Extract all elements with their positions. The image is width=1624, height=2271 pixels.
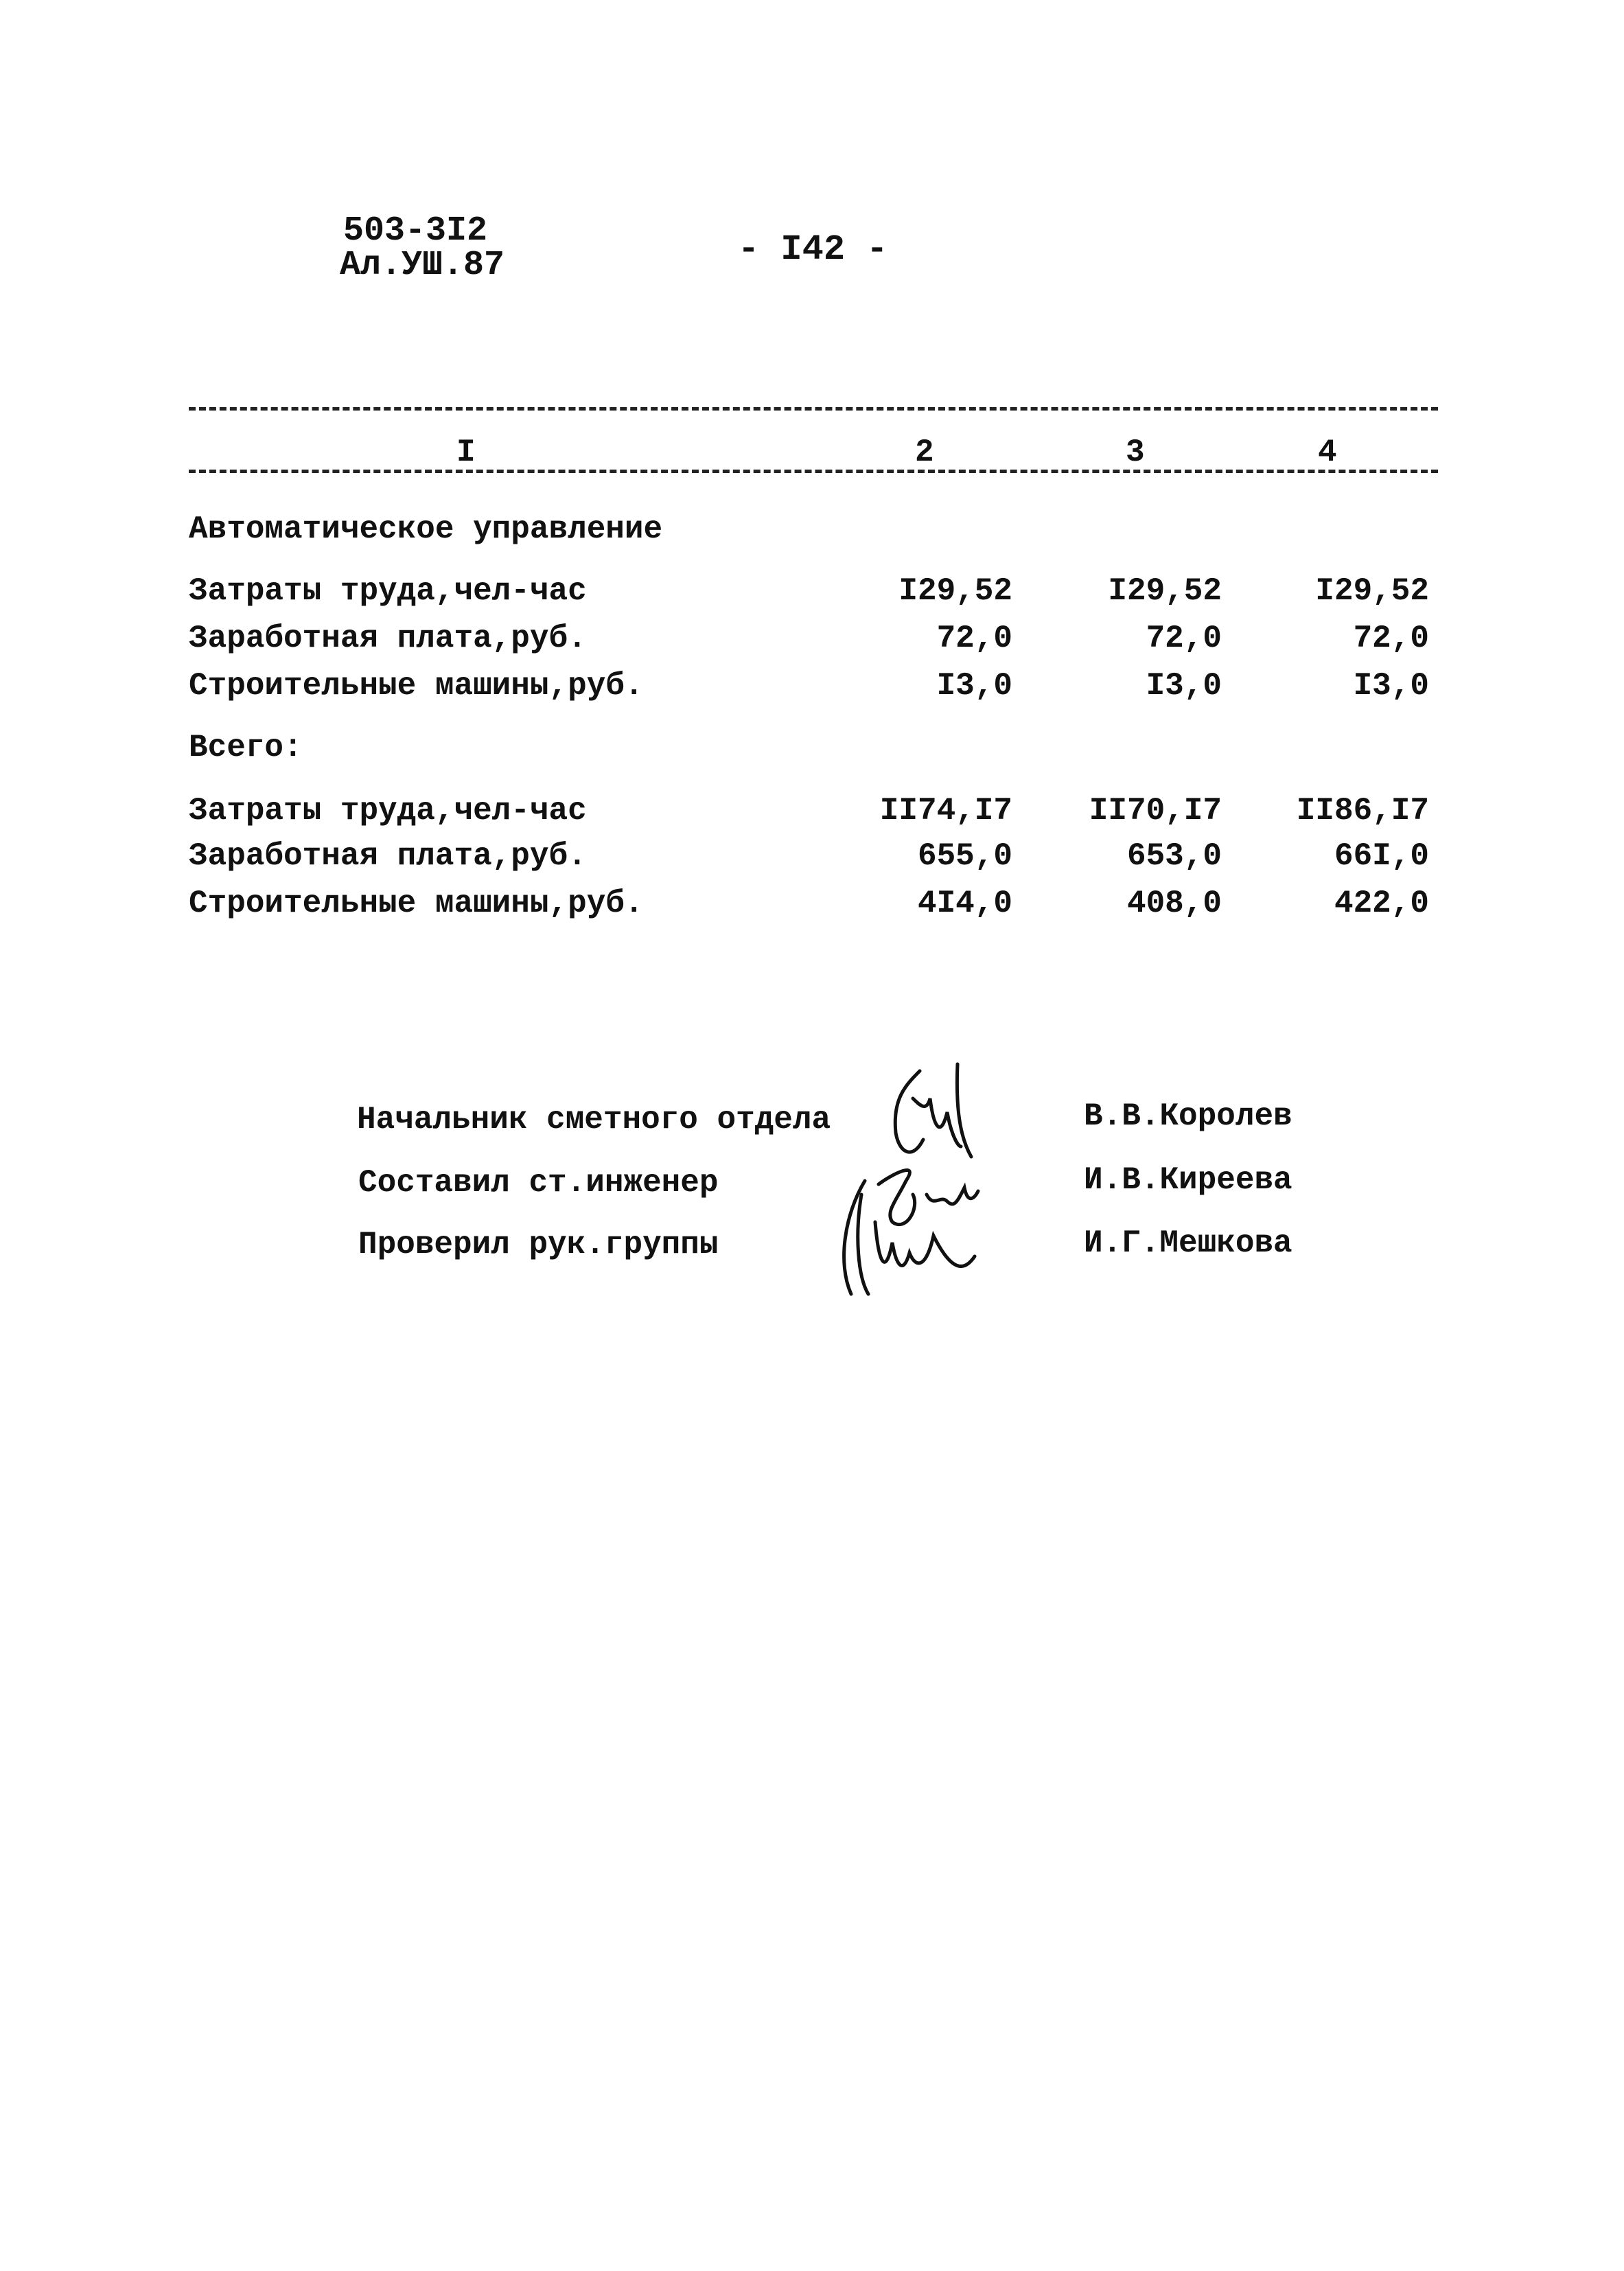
cell-col2: II74,I7 (879, 793, 1012, 829)
cell-col3: 408,0 (1126, 886, 1222, 921)
cell-col2: 4I4,0 (917, 886, 1012, 921)
section-title: Автоматическое управление (189, 511, 663, 547)
cell-col4: II86,I7 (1296, 793, 1429, 829)
document-code: 503-3I2 (343, 211, 488, 251)
cell-col2: 655,0 (917, 838, 1012, 874)
column-number-1: I (456, 435, 476, 470)
column-number-2: 2 (915, 435, 934, 470)
cell-col4: I3,0 (1353, 668, 1429, 704)
album-code: Ал.УШ.87 (340, 246, 505, 285)
cell-col3: II70,I7 (1089, 793, 1222, 829)
handwritten-signatures (810, 1057, 1071, 1304)
signature-name: В.В.Королев (1084, 1098, 1292, 1134)
cell-col3: 653,0 (1126, 838, 1222, 874)
table-top-rule (189, 407, 1438, 411)
signature-name: И.Г.Мешкова (1084, 1225, 1292, 1261)
row-label: Строительные машины,руб. (189, 886, 644, 921)
cell-col3: 72,0 (1146, 621, 1222, 656)
row-label: Заработная плата,руб. (189, 838, 587, 874)
cell-col4: I29,52 (1315, 573, 1429, 609)
cell-col3: I29,52 (1108, 573, 1222, 609)
row-label: Затраты труда,чел-час (189, 793, 587, 829)
cell-col2: I29,52 (898, 573, 1012, 609)
signature-role: Составил ст.инженер (358, 1165, 719, 1201)
cell-col4: 422,0 (1334, 886, 1429, 921)
signature-role: Начальник сметного отдела (357, 1102, 831, 1138)
row-label: Затраты труда,чел-час (189, 573, 587, 609)
section-title: Всего: (189, 730, 303, 765)
cell-col4: 66I,0 (1334, 838, 1429, 874)
row-label: Заработная плата,руб. (189, 621, 587, 656)
cell-col3: I3,0 (1146, 668, 1222, 704)
signature-name: И.В.Киреева (1084, 1162, 1292, 1198)
page-number: - I42 - (738, 229, 888, 270)
cell-col2: 72,0 (936, 621, 1012, 656)
cell-col4: 72,0 (1353, 621, 1429, 656)
table-header-rule (189, 470, 1438, 473)
signature-role: Проверил рук.группы (358, 1227, 719, 1263)
row-label: Строительные машины,руб. (189, 668, 644, 704)
cell-col2: I3,0 (936, 668, 1012, 704)
column-number-4: 4 (1318, 435, 1337, 470)
column-number-3: 3 (1126, 435, 1145, 470)
